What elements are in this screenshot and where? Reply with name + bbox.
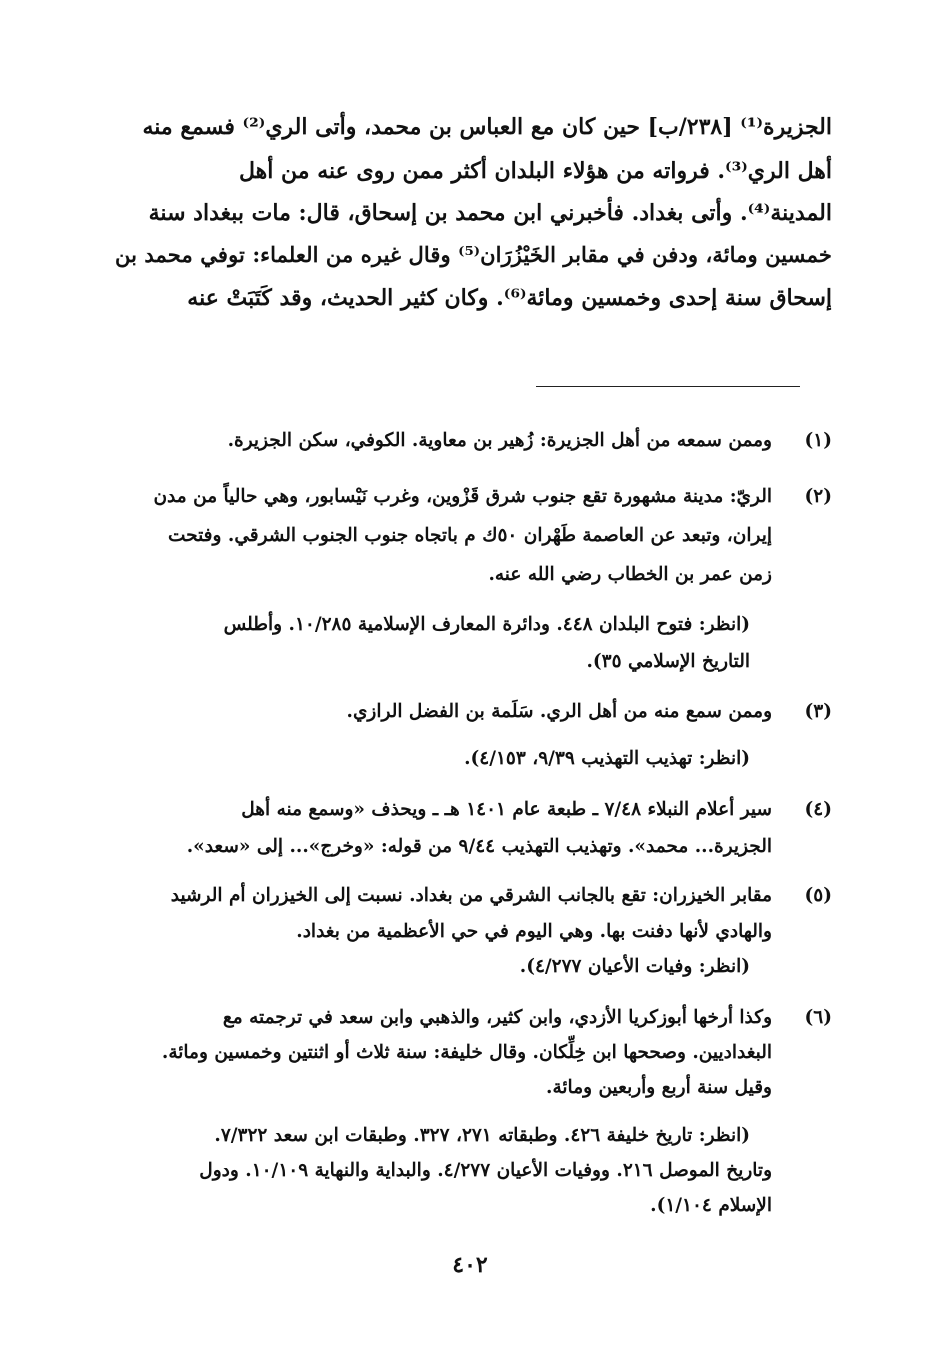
main-line-3: المدينة⁽⁴⁾. وأتى بغداد. فأخبرني ابن محمد بن إسحاق، قال: مات ببغداد سنة <box>148 200 832 226</box>
footnote-4-line-1: سير أعلام النبلاء ٧/٤٨ ـ طبعة عام ١٤٠١ هـ ـ ويحذف «وسمع منه أهل <box>241 799 772 820</box>
footnote-5-number: (٥) <box>804 885 832 906</box>
main-line-2: أهل الري⁽³⁾. فرواته من هؤلاء البلدان أكثر ممن روى عنه من أهل <box>238 158 832 184</box>
footnote-6-ref-3: الإسلام ١/١٠٤). <box>650 1195 772 1216</box>
footnote-5-line-3: (انظر: وفيات الأعيان ٤/٢٧٧). <box>519 956 750 977</box>
footnote-2-line-2: إيران، وتبعد عن العاصمة طَهْران ٥٠ك م باتجاه جنوب الجنوب الشرقي. وفتحت <box>167 525 772 546</box>
footnote-2-number: (٢) <box>804 486 832 507</box>
footnote-2-ref-1: (انظر: فتوح البلدان ٤٤٨. ودائرة المعارف الإسلامية ١٠/٢٨٥. وأطلس <box>223 614 750 635</box>
footnote-separator <box>536 386 800 387</box>
footnote-5-line-1: مقابر الخيزران: تقع بالجانب الشرقي من بغداد. نسبت إلى الخيزران أم الرشيد <box>170 885 772 906</box>
footnote-2-ref-2: التاريخ الإسلامي ٣٥). <box>586 651 750 672</box>
footnote-1-number: (١) <box>804 430 832 451</box>
footnote-6-ref-2: وتاريخ الموصل ٢١٦. ووفيات الأعيان ٤/٢٧٧. والبداية والنهاية ١٠/١٠٩. ودول <box>199 1160 772 1181</box>
main-line-4: خمسين ومائة، ودفن في مقابر الخَيْزُرَان⁽⁵⁾ وقال غيره من العلماء: توفي محمد بن <box>114 243 832 268</box>
footnote-4-number: (٤) <box>804 799 832 820</box>
main-line-1: الجزيرة⁽¹⁾ [٢٣٨/ب] حين كان مع العباس بن محمد، وأتى الري⁽²⁾ فسمع منه <box>142 114 832 140</box>
footnote-6-ref-1: (انظر: تاريخ خليفة ٤٢٦. وطبقاته ٢٧١، ٣٢٧. وطبقات ابن سعد ٧/٣٢٢. <box>214 1125 750 1146</box>
main-line-5: إسحاق سنة إحدى وخمسين ومائة⁽⁶⁾. وكان كثير الحديث، وقد كَتَبَتْ عنه <box>187 285 832 311</box>
footnote-1-line-1: وممن سمعه من أهل الجزيرة: زُهير بن معاوية. الكوفي، سكن الجزيرة. <box>227 430 772 451</box>
footnote-3-number: (٣) <box>804 701 832 722</box>
footnote-3-ref-1: (انظر: تهذيب التهذيب ٩/٣٩، ٤/١٥٣). <box>464 748 750 769</box>
footnote-6-number: (٦) <box>804 1007 832 1028</box>
footnote-2-line-3: زمن عمر بن الخطاب رضي الله عنه. <box>488 564 772 585</box>
footnote-5-line-2: والهادي لأنها دفنت بها. وهي اليوم في حي الأعظمية من بغداد. <box>296 921 772 942</box>
footnote-6-line-2: البغداديين. وصححها ابن خِلِّكان. وقال خليفة: سنة ثلاث أو اثنتين وخمسين ومائة. <box>161 1042 772 1063</box>
footnote-3-line-1: وممن سمع منه من أهل الري. سَلَمة بن الفضل الرازي. <box>346 701 772 722</box>
footnote-6-line-3: وقيل سنة أربع وأربعين ومائة. <box>546 1077 772 1098</box>
footnote-4-line-2: الجزيرة... محمد». وتهذيب التهذيب ٩/٤٤ من قوله: «وخرج»... إلى «سعد». <box>186 836 772 857</box>
page-number: ٤٠٢ <box>452 1252 488 1278</box>
footnote-2-line-1: الريّ: مدينة مشهورة تقع جنوب شرق قَزْوين، وغرب نَيْسابور، وهي حالياً من مدن <box>153 486 772 507</box>
footnote-6-line-1: وكذا أرخها أبوزكريا الأزدي، وابن كثير، والذهبي وابن سعد في ترجمته مع <box>222 1007 772 1028</box>
